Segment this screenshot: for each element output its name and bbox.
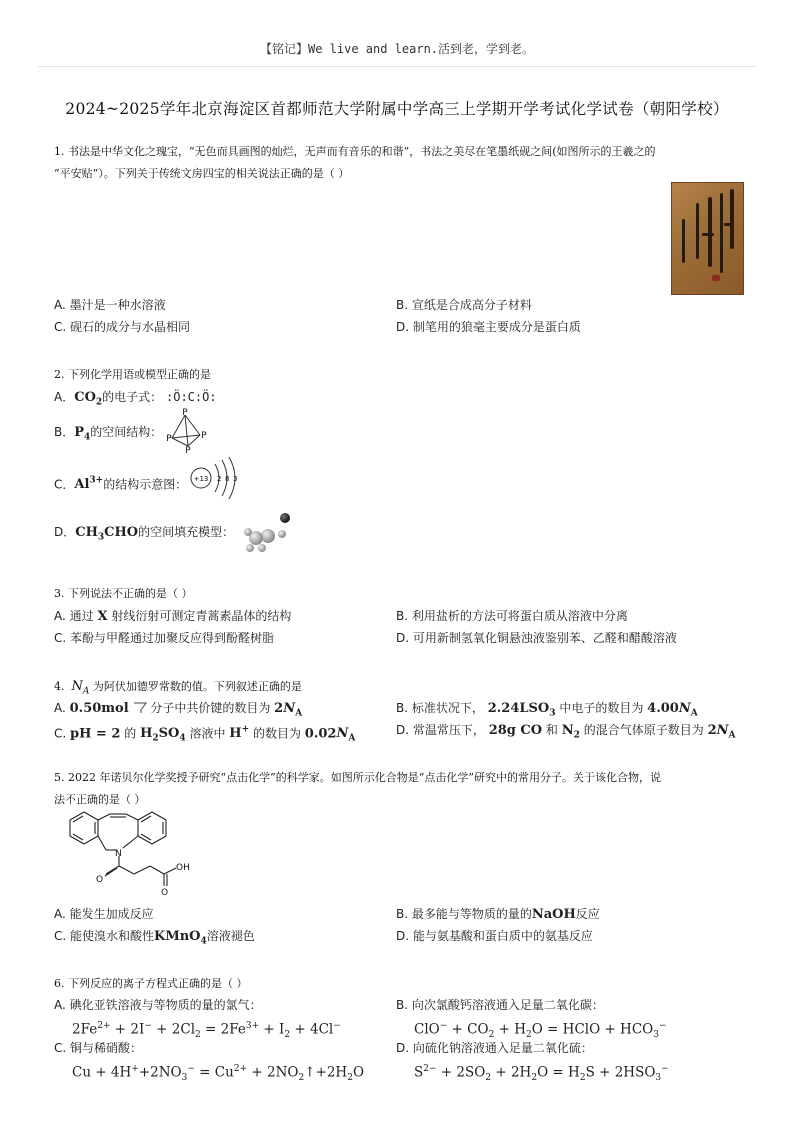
q3-option-a: A. 通过 X 射线衍射可测定青蒿素晶体的结构 [54,609,292,624]
q4-option-b: B. 标准状况下， $2.24LSO_3$ 中电子的数目为 $4.00N_A$ [396,701,698,719]
q2-option-a: A．$CO_2$的电子式： :Ö:C:Ö: [54,390,217,408]
co2-electron-formula: :Ö:C:Ö: [166,390,217,404]
q2-option-d: D．$CH_3CHO$的空间填充模型： [54,525,235,543]
svg-text:2: 2 [217,475,222,483]
q6-option-c: C. 铜与稀硝酸： [54,1041,143,1055]
q4-option-c: C. pH = 2 的 $H_2SO_4$ 溶液中 H+ 的数目为 $0.02N_A$ [54,725,356,744]
q1-option-b: B. 宣纸是合成高分子材料 [396,298,532,312]
q6-option-a: A. 碘化亚铁溶液与等物质的量的氯气： [54,998,262,1012]
q1-option-c: C. 砚石的成分与水晶相同 [54,320,191,334]
q6-stem: 6. 下列反应的离子方程式正确的是（ ） [54,977,248,990]
q3-option-d: D. 可用新制氢氧化铜悬浊液鉴别苯、乙醛和醋酸溶液 [396,631,677,645]
svg-text:8: 8 [225,475,230,483]
svg-text:+13: +13 [193,475,209,483]
svg-text:OH: OH [176,863,190,873]
q4-option-d: D. 常温常压下， 28g CO 和 $N_2$ 的混合气体原子数目为 $2N_A$ [396,723,736,741]
header-divider [38,66,756,67]
p4-tetrahedron-diagram [162,406,212,454]
q4-stem: 4. $N_A$ 为阿伏加德罗常数的值。下列叙述正确的是 [54,679,302,697]
q5-option-b: B. 最多能与等物质的量的NaOH反应 [396,907,600,922]
q2-option-b: B．$P_4$的空间结构： [54,425,163,443]
q1-stem-line1: 1. 书法是中华文化之瑰宝，“无色而具画图的灿烂，无声而有音乐的和谐”，书法之美尽在笔墨纸砚之间(如图所示的王羲之的 [54,145,656,158]
q3-option-b: B. 利用盐析的方法可将蛋白质从溶液中分离 [396,609,628,623]
q6-option-b: B. 向次氯酸钙溶液通入足量二氧化碳： [396,998,604,1012]
q5-stem-line1: 5. 2022 年诺贝尔化学奖授予研究“点击化学”的科学家。如图所示化合物是“点击化学”研究中的常用分子。关于该化合物，说 [54,771,661,784]
q5-stem [54,767,661,811]
q6-equation-a: $2Fe^{2+} + 2I^- + 2Cl_2 = 2Fe^{3+} + I_2 + 4Cl^-$ [72,1021,341,1041]
acetaldehyde-space-filling-model [238,508,298,556]
page-title: 2024~2025学年北京海淀区首都师范大学附属中学高三上学期开学考试化学试卷（朝阳学校） [65,100,729,118]
svg-text:P: P [182,408,188,418]
svg-text:P: P [201,431,207,441]
q1-option-a: A. 墨汁是一种水溶液 [54,298,166,312]
svg-text:P: P [185,446,191,454]
calligraphy-image [671,182,744,295]
svg-text:O: O [96,875,104,885]
q5-option-c: C. 能使溴水和酸性KMnO$_4$溶液褪色 [54,929,255,947]
header-motto: 【铭记】We live and learn.活到老，学到老。 [259,42,535,56]
q5-option-d: D. 能与氨基酸和蛋白质中的氨基反应 [396,929,593,943]
q1-option-d: D. 制笔用的狼毫主要成分是蛋白质 [396,320,581,334]
q2-option-c: C．$Al^{3+}$的结构示意图： [54,476,188,493]
al-ion-structure-diagram [188,456,244,500]
q5-option-a: A. 能发生加成反应 [54,907,154,921]
q4-option-a: A. 0.50mol 分子中共价键的数目为 $2N_A$ [54,701,303,719]
q3-stem: 3. 下列说法不正确的是（ ） [54,587,193,600]
svg-text:N: N [115,849,122,859]
q6-equation-d: $S^{2-} + 2SO_2 + 2H_2O = H_2S + 2HSO_3^-$ [414,1064,669,1084]
svg-text:O: O [161,888,169,896]
q6-option-d: D. 向硫化钠溶液通入足量二氧化硫： [396,1041,593,1055]
q6-equation-b: $ClO^- + CO_2 + H_2O$ = HClO + $HCO_3^-$ [414,1021,667,1041]
q5-stem-line2: 法不正确的是（ ） [54,793,146,806]
dbco-acid-structure-diagram [54,810,204,896]
q1-stem-line2: “平安贴”）。下列关于传统文房四宝的相关说法正确的是（ ） [54,167,350,180]
q3-option-c: C. 苯酚与甲醛通过加聚反应得到酚醛树脂 [54,631,275,645]
svg-text:3: 3 [233,475,238,483]
svg-text:P: P [166,434,172,444]
molecule-glyph-icon [133,700,147,714]
q1-stem [54,141,656,185]
q6-equation-c: $Cu + 4H^++2NO_3^- = Cu^{2+}$ + $2NO_2↑+2H_2O$ [72,1064,365,1084]
q2-stem: 2. 下列化学用语或模型正确的是 [54,368,211,381]
